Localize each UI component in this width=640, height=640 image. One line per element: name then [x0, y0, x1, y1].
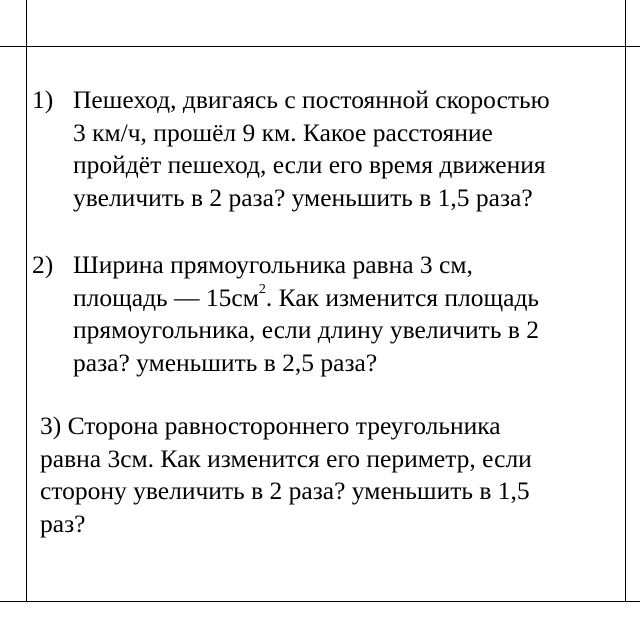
task-3-line: равна 3см. Как изменится его периметр, если: [40, 443, 532, 473]
task-3-line: сторону увеличить в 2 раза? уменьшить в 1,5: [40, 476, 530, 505]
task-1-line: 3 км/ч, прошёл 9 км. Какое расстояние: [73, 117, 493, 147]
task-1-text: [73, 84, 550, 214]
task-1-line: Пешеход, двигаясь с постоянной скоростью: [73, 85, 550, 114]
table-border-top: [0, 46, 640, 47]
task-1-line: пройдёт пешеход, если его время движения: [73, 150, 546, 179]
table-border-right: [625, 0, 626, 602]
task-2-line: раза? уменьшить в 2,5 раза?: [73, 347, 378, 377]
task-3-line: 3) Сторона равностороннего треугольника: [40, 411, 501, 440]
task-3: [40, 410, 532, 540]
task-2-number: 2): [32, 250, 54, 279]
area-question: . Как изменится площадь: [265, 282, 540, 312]
task-1-line: увеличить в 2 раза? уменьшить в 1,5 раза?: [73, 182, 533, 212]
table-border-left: [26, 0, 27, 602]
area-text: площадь — 15см: [73, 282, 259, 312]
task-2-line: Ширина прямоугольника равна 3 см,: [73, 250, 473, 279]
task-1-number: 1): [32, 85, 54, 114]
squared-superscript: 2: [258, 282, 266, 297]
task-2-text: [73, 249, 539, 379]
task-2-line: прямоугольника, если длину увеличить в 2: [73, 315, 539, 344]
task-2-line: [73, 282, 539, 315]
table-border-bottom: [0, 601, 640, 602]
task-3-line: раз?: [40, 508, 86, 538]
